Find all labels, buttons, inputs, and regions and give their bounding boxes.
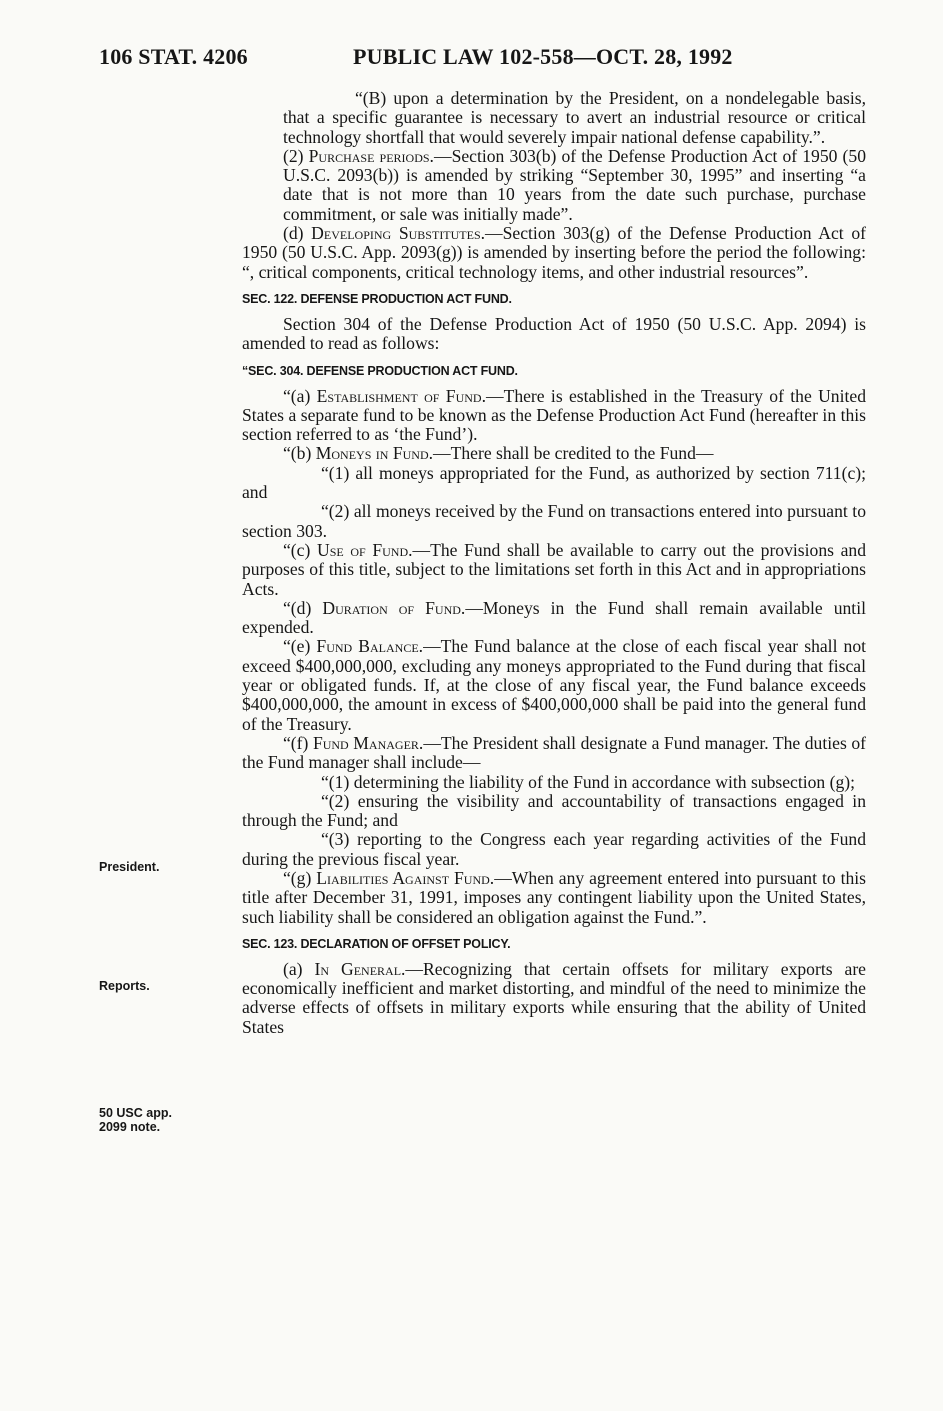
paragraph-heading: Duration of Fund. xyxy=(322,597,466,618)
paragraph-label: (2) xyxy=(283,145,309,166)
subsection-b-moneys xyxy=(242,444,866,463)
paragraph-label: “(b) xyxy=(283,443,316,464)
section-122-heading: SEC. 122. DEFENSE PRODUCTION ACT FUND. xyxy=(242,291,512,306)
paragraph-d-developing-substitutes xyxy=(242,224,866,282)
paragraph-text: —Section 303(b) of the Defense Production Act of 1950 (50 U.S.C. 2093(b)) is amended by striking “September 30, 1995” and inserting “a date that is not more than 10 years from the date such purchase, purchase commitment, or sale was initially made”. xyxy=(283,145,866,224)
page-body xyxy=(242,89,866,1037)
paragraph-heading: Developing Substitutes. xyxy=(311,223,486,244)
paragraph-heading: In General. xyxy=(314,958,406,979)
paragraph-label: “(e) xyxy=(283,636,317,657)
paragraph-text: —There shall be credited to the Fund— xyxy=(433,443,714,464)
subsection-f-manager xyxy=(242,734,866,773)
subsection-g-liabilities xyxy=(242,869,866,927)
paragraph-label: “(a) xyxy=(283,385,317,406)
subsection-d-duration xyxy=(242,599,866,638)
subsection-b-item-2: “(2) all moneys received by the Fund on transactions entered into pursuant to section 303. xyxy=(242,501,866,541)
paragraph-b-guarantee: “(B) upon a determination by the President, on a nondelegable basis, that a specific guarantee is necessary to avert an industrial resource or critical technology shortfall that would severely impair national defense capability.”. xyxy=(283,88,866,147)
paragraph-heading: Moneys in Fund. xyxy=(315,443,434,464)
margin-note-usc-line-2: 2099 note. xyxy=(99,1120,161,1134)
paragraph-text: —The President shall designate a Fund manager. The duties of the Fund manager shall include— xyxy=(242,732,866,773)
section-304-heading: “SEC. 304. DEFENSE PRODUCTION ACT FUND. xyxy=(242,363,518,378)
subsection-c-use xyxy=(242,541,866,599)
paragraph-heading: Purchase periods. xyxy=(308,145,434,166)
paragraph-label: (a) xyxy=(283,958,315,979)
page-header xyxy=(0,44,943,74)
paragraph-heading: Fund Manager. xyxy=(312,732,424,753)
paragraph-text: —Recognizing that certain offsets for military exports are economically inefficient and market distorting, and mindful of the need to minimize the adverse effects of offsets in military exports while ensuring that the ability of United States xyxy=(242,958,866,1037)
paragraph-label: “(d) xyxy=(283,597,323,618)
subsection-f-item-3: “(3) reporting to the Congress each year regarding activities of the Fund during the previous fiscal year. xyxy=(242,829,866,869)
paragraph-text: —The Fund balance at the close of each fiscal year shall not exceed $400,000,000, excluding any moneys appropriated to the Fund during that fiscal year or obligated funds. If, at the close of any fiscal year, the Fund balance exceeds $400,000,000, the amount in excess of $400,000,000 shall be paid into the general fund of the Treasury. xyxy=(242,636,867,734)
paragraph-2-purchase-periods xyxy=(242,147,866,224)
paragraph-label: “(c) xyxy=(283,539,317,560)
section-122-text: Section 304 of the Defense Production Act of 1950 (50 U.S.C. App. 2094) is amended to read as follows: xyxy=(242,313,866,354)
margin-note-usc-citation xyxy=(99,1106,219,1134)
paragraph-heading: Liabilities Against Fund. xyxy=(316,867,495,888)
margin-note-usc-line-1: 50 USC app. xyxy=(99,1106,172,1120)
public-law-title: PUBLIC LAW 102-558—OCT. 28, 1992 xyxy=(353,44,733,69)
paragraph-heading: Establishment of Fund. xyxy=(316,385,486,406)
margin-note-reports: Reports. xyxy=(99,979,150,993)
paragraph-heading: Fund Balance. xyxy=(316,636,424,657)
paragraph-text: —There is established in the Treasury of the United States a separate fund to be known as the Defense Production Act Fund (hereafter in this section referred to as ‘the Fund’). xyxy=(242,385,866,445)
subsection-a-establishment xyxy=(242,387,866,445)
subsection-f-item-1: “(1) determining the liability of the Fund in accordance with subsection (g); xyxy=(321,771,856,792)
paragraph-label: (d) xyxy=(283,223,312,244)
paragraph-label: “(f) xyxy=(283,732,313,753)
paragraph-text: —Moneys in the Fund shall remain available until expended. xyxy=(242,597,866,638)
subsection-e-balance xyxy=(242,637,866,733)
paragraph-label: “(g) xyxy=(283,867,317,888)
paragraph-text: —When any agreement entered into pursuant to this title after December 31, 1991, imposes any contingent liability upon the United States, such liability shall be considered an obligation against the Fund.”. xyxy=(242,867,867,927)
subsection-b-item-1: “(1) all moneys appropriated for the Fund, as authorized by section 711(c); and xyxy=(242,462,866,503)
subsection-f-item-2: “(2) ensuring the visibility and accountability of transactions engaged in through the Fund; and xyxy=(242,790,866,831)
paragraph-text: —The Fund shall be available to carry out the provisions and purposes of this title, subject to the limitations set forth in this Act and in appropriations Acts. xyxy=(242,539,867,599)
statute-page-reference: 106 STAT. 4206 xyxy=(99,44,248,69)
margin-note-president: President. xyxy=(99,860,160,874)
section-123-a-in-general xyxy=(242,960,866,1037)
paragraph-heading: Use of Fund. xyxy=(317,539,413,560)
section-123-heading: SEC. 123. DECLARATION OF OFFSET POLICY. xyxy=(242,936,511,951)
paragraph-text: —Section 303(g) of the Defense Production Act of 1950 (50 U.S.C. App. 2093(g)) is amended by inserting before the period the following: “, critical components, critical technology items, and other industrial resources”. xyxy=(242,223,866,282)
